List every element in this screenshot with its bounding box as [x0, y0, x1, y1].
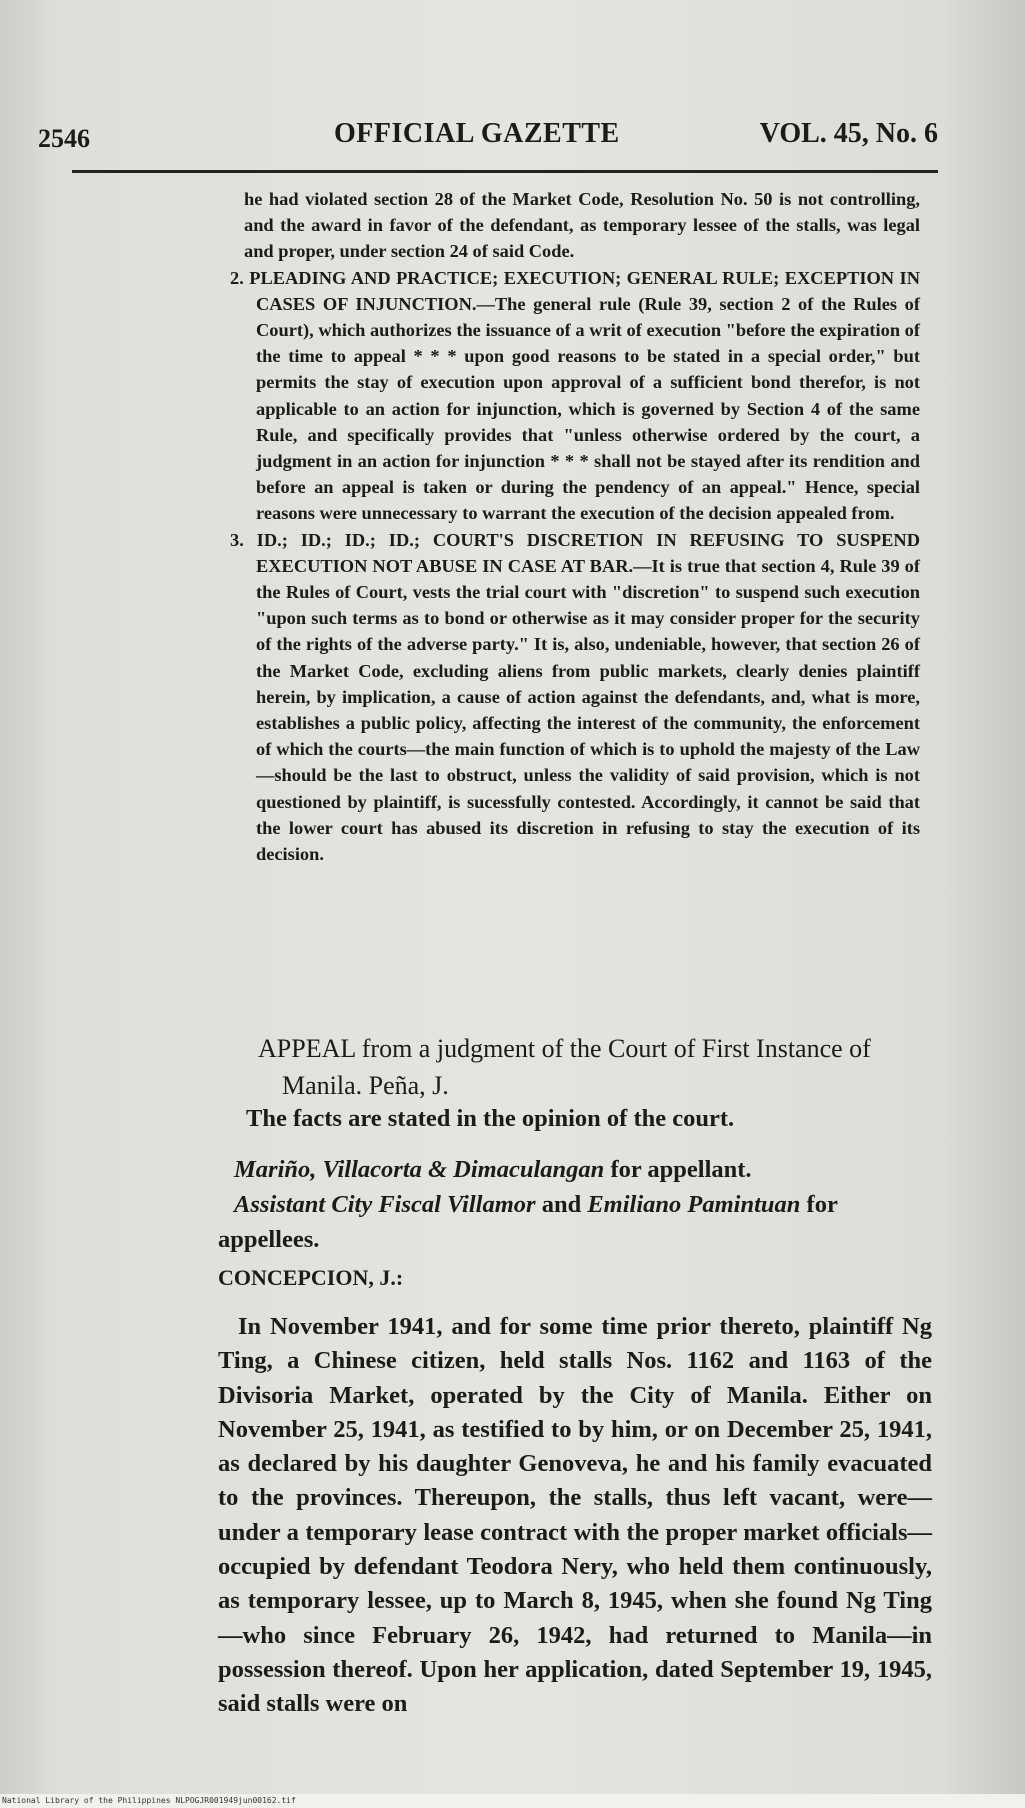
- syllabus-item-3-text: —It is true that section 4, Rule 39 of the Rules of Court, vests the trial court with "discretion" to suspend such execution "upon such terms as to bond or otherwise as it may consider proper for the security of the rights of the adverse party." It is, also, undeniable, however, that section 26 of the Market Code, excluding aliens from public markets, clearly denies plaintiff herein, by implication, a cause of action against the defendants, and, what is more, establishes a public policy, affecting the interest of the community, the enforcement of which the courts—the main function of which is to uphold the majesty of the Law—should be the last to obstruct, unless the validity of said provision, which is not questioned by plaintiff, is sucessfully contested. Accordingly, it cannot be said that the lower court has abused its discretion in refusing to stay the execution of its decision.: [256, 555, 920, 865]
- syllabus-continuation: he had violated section 28 of the Market Code, Resolution No. 50 is not controlling, and the award in favor of the defendant, as temporary lessee of the stalls, was legal and proper, under section 24 of said Code.: [244, 189, 920, 262]
- publication-title: OFFICIAL GAZETTE: [334, 118, 620, 149]
- counsel-block: [218, 1152, 928, 1257]
- scan-footer: National Library of the Philippines NLPOGJR001949jun00162.tif: [0, 1794, 1025, 1808]
- page-number: 2546: [38, 124, 90, 153]
- appellant-suffix: for appellant.: [604, 1156, 752, 1183]
- opinion-text: In November 1941, and for some time prior thereto, plaintiff Ng Ting, a Chinese citizen, held stalls Nos. 1162 and 1163 of the Divisoria Market, operated by the City of Manila. Either on November 25, 1941, as testified to by him, or on December 25, 1941, as declared by his daughter Genoveva, he and his family evacuated to the provinces. Thereupon, the stalls, thus left vacant, were—under a temporary lease contract with the proper market officials—occupied by defendant Teodora Nery, who held them continuously, as temporary lessee, up to March 8, 1945, when she found Ng Ting—who since February 26, 1942, had returned to Manila—in possession thereof. Upon her application, dated September 19, 1945, said stalls were on: [218, 1313, 932, 1718]
- appellee-counsel-names-1: Assistant City Fiscal Villamor: [234, 1191, 536, 1218]
- syllabus-item-2: [230, 265, 920, 527]
- ponente: CONCEPCION, J.:: [218, 1265, 404, 1290]
- syllabus: [230, 186, 920, 867]
- syllabus-item-2-heading: 2. PLEADING AND PRACTICE; EXECUTION; GENERAL RULE; EXCEPTION IN CASES OF INJUNCTION.: [230, 267, 920, 314]
- appellant-counsel-names: Mariño, Villacorta & Dimaculangan: [234, 1156, 605, 1183]
- volume-number: VOL. 45, No. 6: [759, 118, 938, 149]
- appellee-counsel-names-2: Emiliano Pamintuan: [587, 1191, 801, 1218]
- appellee-suffix: for appellees.: [218, 1191, 838, 1253]
- syllabus-item-3: [230, 527, 920, 868]
- header-rule: [72, 170, 938, 173]
- syllabus-item-3-heading: 3. ID.; ID.; ID.; ID.; COURT'S DISCRETION IN REFUSING TO SUSPEND EXECUTION NOT ABUSE IN CASE AT BAR.: [230, 529, 920, 576]
- appeal-line: APPEAL from a judgment of the Court of First Instance of Manila. Peña, J.: [258, 1034, 871, 1100]
- appellee-and: and: [535, 1191, 588, 1218]
- counsel-appellant: [218, 1152, 928, 1187]
- running-head: [38, 118, 938, 154]
- facts-statement: The facts are stated in the opinion of the court.: [246, 1105, 735, 1132]
- syllabus-item-2-text: —The general rule (Rule 39, section 2 of the Rules of Court), which authorizes the issuance of a writ of execution "before the expiration of the time to appeal * * * upon good reasons to be stated in a special order," but permits the stay of execution upon approval of a sufficient bond therefor, is not applicable to an action for injunction, which is governed by Section 4 of the same Rule, and specifically provides that "unless otherwise ordered by the court, a judgment in an action for injunction * * * shall not be stayed after its rendition and before an appeal is taken or during the pendency of an appeal." Hence, special reasons were unnecessary to warrant the execution of the decision appealed from.: [256, 293, 920, 524]
- counsel-appellee: [218, 1187, 928, 1257]
